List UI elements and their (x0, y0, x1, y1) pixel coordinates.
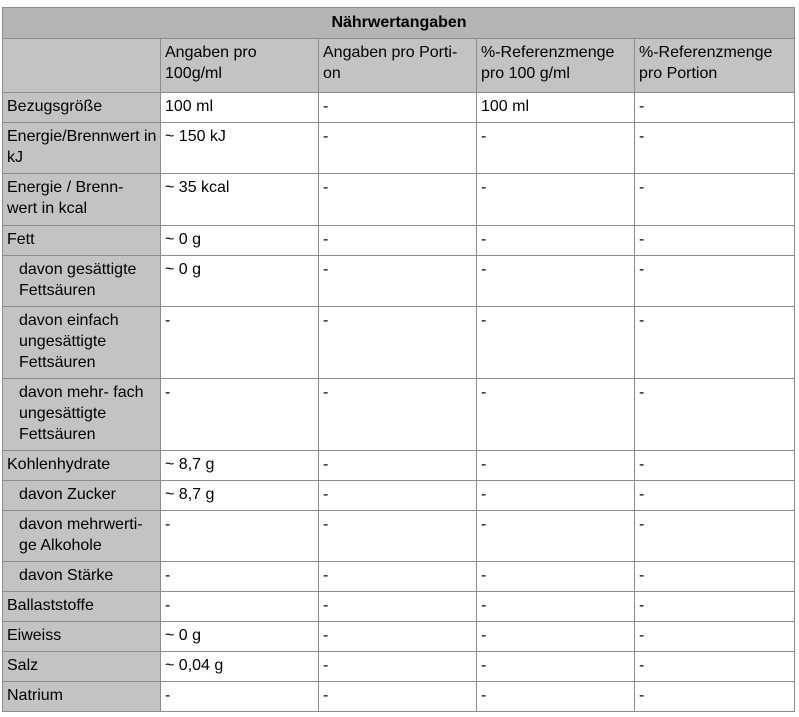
row-label: Eiweiss (3, 622, 161, 652)
value-ref-per-100g: - (477, 652, 635, 682)
value-ref-per-100g: - (477, 226, 635, 256)
table-row (3, 451, 795, 481)
table-body (3, 93, 795, 712)
value-per-portion: - (319, 307, 477, 379)
row-label: Fett (3, 226, 161, 256)
value-ref-per-portion: - (635, 93, 795, 123)
table-row (3, 226, 795, 256)
value-per-100g: ~ 0 g (161, 622, 319, 652)
value-ref-per-portion: - (635, 307, 795, 379)
value-per-100g: - (161, 511, 319, 562)
row-label: Energie / Brenn- wert in kcal (3, 174, 161, 226)
value-per-100g: ~ 35 kcal (161, 174, 319, 226)
value-ref-per-100g: 100 ml (477, 93, 635, 123)
row-label: davon einfach ungesättigte Fettsäuren (3, 307, 161, 379)
value-ref-per-portion: - (635, 174, 795, 226)
table-header-row (3, 39, 795, 93)
value-per-portion: - (319, 226, 477, 256)
value-per-portion: - (319, 451, 477, 481)
table-row (3, 174, 795, 226)
value-per-100g: ~ 8,7 g (161, 451, 319, 481)
value-per-100g: ~ 0 g (161, 226, 319, 256)
value-ref-per-100g: - (477, 123, 635, 174)
value-ref-per-portion: - (635, 652, 795, 682)
row-label: Energie/Brennwert in kJ (3, 123, 161, 174)
value-ref-per-100g: - (477, 451, 635, 481)
value-ref-per-portion: - (635, 682, 795, 712)
table-row (3, 481, 795, 511)
value-ref-per-portion: - (635, 592, 795, 622)
value-per-portion: - (319, 652, 477, 682)
value-ref-per-100g: - (477, 379, 635, 451)
table-row (3, 379, 795, 451)
header-ref-per-portion: %-Referenzmenge pro Portion (635, 39, 795, 93)
value-per-100g: ~ 0 g (161, 256, 319, 307)
value-ref-per-100g: - (477, 592, 635, 622)
value-per-portion: - (319, 562, 477, 592)
header-per-portion: Angaben pro Porti- on (319, 39, 477, 93)
row-label: Natrium (3, 682, 161, 712)
table-row (3, 592, 795, 622)
value-ref-per-portion: - (635, 123, 795, 174)
value-ref-per-portion: - (635, 226, 795, 256)
value-per-100g: - (161, 307, 319, 379)
table-row (3, 307, 795, 379)
row-label: Salz (3, 652, 161, 682)
table-title: Nährwertangaben (3, 8, 795, 39)
value-per-100g: ~ 0,04 g (161, 652, 319, 682)
value-per-portion: - (319, 256, 477, 307)
value-ref-per-100g: - (477, 256, 635, 307)
value-ref-per-portion: - (635, 511, 795, 562)
value-ref-per-100g: - (477, 562, 635, 592)
value-per-portion: - (319, 174, 477, 226)
value-per-portion: - (319, 481, 477, 511)
value-per-portion: - (319, 123, 477, 174)
value-ref-per-100g: - (477, 174, 635, 226)
table-row (3, 511, 795, 562)
value-per-100g: ~ 150 kJ (161, 123, 319, 174)
row-label: Kohlenhydrate (3, 451, 161, 481)
table-row (3, 622, 795, 652)
value-per-portion: - (319, 379, 477, 451)
value-per-100g: - (161, 379, 319, 451)
value-per-portion: - (319, 682, 477, 712)
value-per-100g: - (161, 592, 319, 622)
value-ref-per-100g: - (477, 481, 635, 511)
value-per-portion: - (319, 93, 477, 123)
table-row (3, 93, 795, 123)
value-per-portion: - (319, 511, 477, 562)
value-ref-per-portion: - (635, 562, 795, 592)
table-row (3, 652, 795, 682)
value-per-100g: 100 ml (161, 93, 319, 123)
value-ref-per-100g: - (477, 511, 635, 562)
table-title-row (3, 8, 795, 39)
value-per-portion: - (319, 592, 477, 622)
table-row (3, 256, 795, 307)
table-row (3, 123, 795, 174)
row-label: davon Zucker (3, 481, 161, 511)
value-per-100g: - (161, 562, 319, 592)
value-ref-per-100g: - (477, 622, 635, 652)
value-per-100g: ~ 8,7 g (161, 481, 319, 511)
value-ref-per-portion: - (635, 451, 795, 481)
nutrition-table (2, 7, 795, 712)
value-ref-per-portion: - (635, 256, 795, 307)
value-ref-per-portion: - (635, 622, 795, 652)
value-ref-per-portion: - (635, 379, 795, 451)
value-ref-per-100g: - (477, 682, 635, 712)
row-label: davon gesättigte Fettsäuren (3, 256, 161, 307)
value-ref-per-100g: - (477, 307, 635, 379)
header-corner (3, 39, 161, 93)
value-per-portion: - (319, 622, 477, 652)
row-label: davon mehr- fach ungesättigte Fettsäuren (3, 379, 161, 451)
header-ref-per-100g: %-Referenzmenge pro 100 g/ml (477, 39, 635, 93)
value-per-100g: - (161, 682, 319, 712)
value-ref-per-portion: - (635, 481, 795, 511)
header-per-100g: Angaben pro 100g/ml (161, 39, 319, 93)
table-row (3, 562, 795, 592)
row-label: Bezugsgröße (3, 93, 161, 123)
table-row (3, 682, 795, 712)
row-label: davon mehrwerti- ge Alkohole (3, 511, 161, 562)
row-label: davon Stärke (3, 562, 161, 592)
row-label: Ballaststoffe (3, 592, 161, 622)
